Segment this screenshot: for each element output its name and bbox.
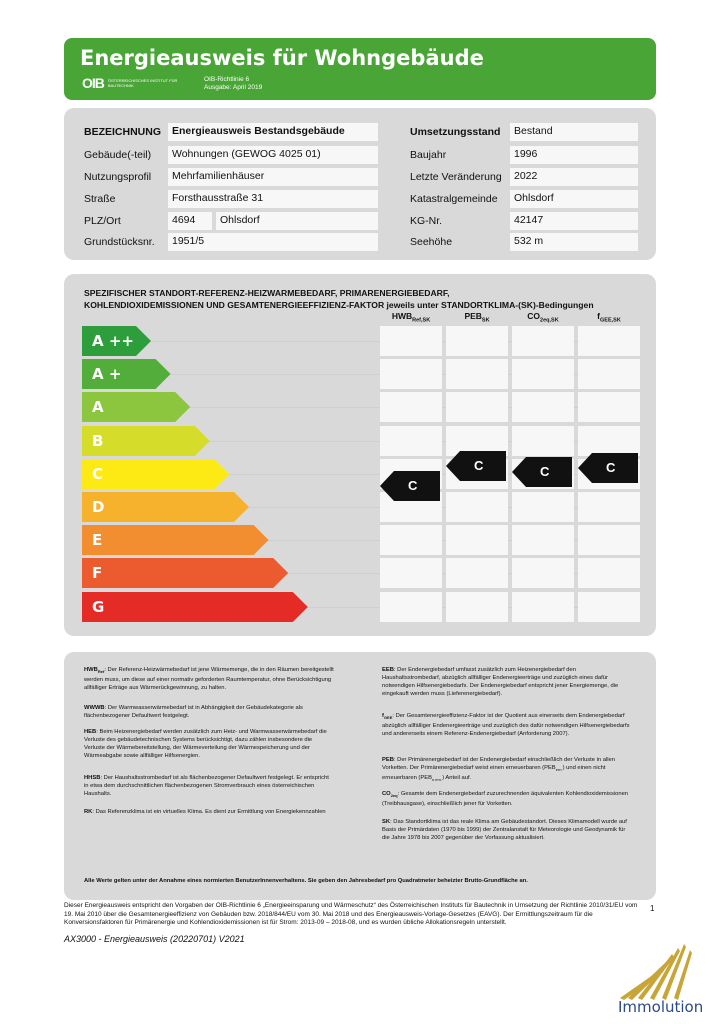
band-label: D (92, 498, 105, 516)
edition-label: Ausgabe: April 2019 (204, 84, 263, 91)
brand-name: Immolution (618, 998, 704, 1016)
strasse-label: Straße (84, 193, 116, 205)
baujahr-value: 1996 (510, 146, 638, 164)
rating-marker-label: C (606, 459, 616, 475)
seehoehe-label: Seehöhe (410, 236, 453, 248)
bezeichnung-label: BEZEICHNUNG (84, 126, 162, 138)
band-label: C (92, 464, 104, 483)
efficiency-scale-panel (64, 274, 656, 636)
rating-cell (578, 326, 640, 356)
column-header-hwb (380, 311, 442, 324)
rating-cell (512, 426, 574, 456)
legend-co2 (382, 790, 632, 808)
co2-term: CO (382, 791, 391, 797)
building-info-panel (64, 108, 656, 260)
rating-cell (380, 359, 442, 389)
umsetzung-label: Umsetzungsstand (410, 126, 501, 138)
guideline-label: OIB-Richtlinie 6 (204, 76, 250, 83)
legend-panel (64, 652, 656, 900)
band-shape (82, 525, 269, 555)
seehoehe-value: 532 m (510, 233, 638, 251)
peb-term: PEB (382, 757, 394, 763)
bezeichnung-value: Energieausweis Bestandsgebäude (168, 123, 378, 141)
eeb-text: : Der Endenergiebedarf umfasst zusätzlich zum Heizenergiebedarf den Haushaltsstrombedarf, abzüglich allfälliger Endenergieerträge und zuzüglich eines dafür notwendigen Hilfsenergiebedarfs. Der Endenergiebedarf entspricht jener Energiemenge, die eingekauft werden muss (Lieferenergiebedarf). (382, 667, 619, 697)
band-label: A + (92, 365, 122, 384)
hhsb-text: : Der Haushaltsstrombedarf ist als flächenbezogener Defaultwert festgelegt. Er entspricht in etwa dem durchschnittlichen flächenbezogenen Stromverbrauch eines österreichischen Haushalts. (84, 775, 329, 797)
kataster-value: Ohlsdorf (510, 190, 638, 208)
column-header-peb (446, 311, 508, 324)
gebaeude-label: Gebäude(-teil) (84, 149, 152, 161)
rating-cell (512, 492, 574, 522)
co2-text: : Gesamte dem Endenergiebedarf zuzurechnenden äquivalenten Kohlendioxidemissionen (Treibhausgase), einschließlich jener für Vorketten. (382, 791, 629, 808)
legend-footer: Alle Werte gelten unter der Annahme eines normierten BenutzerInnenverhaltens. Sie geben den Jahresbedarf pro Quadratmeter beheizter Brutto-Grundfläche an. (84, 878, 528, 884)
letzte-value: 2022 (510, 168, 638, 186)
rating-cell (512, 525, 574, 555)
fgee-text: : Der Gesamtenergieeffizienz-Faktor ist der Quotient aus einerseits dem Endenergiebedarf abzüglich allfälliger Endenergieerträge und zuzüglich des dafür notwendigen Hilfsenergiebedarfs und andererseits einem Referenz-Endenergiebedarf (Anforderung 2007). (382, 713, 630, 738)
oib-mark: OIB (82, 75, 104, 91)
peb-text-end: ) Anteil auf. (442, 775, 472, 782)
sk-term: SK (382, 819, 391, 825)
band-label: A ++ (92, 332, 134, 350)
legend-hwb (84, 666, 334, 692)
rating-cell (512, 326, 574, 356)
form-code: AX3000 - Energieausweis (20220701) V2021 (64, 934, 245, 944)
scale-title-line2: KOHLENDIOXIDEMISSIONEN UND GESAMTENERGIEEFFIZIENZ-FAKTOR jeweils unter STANDORTKLIMA-(SK)-Bedingungen (84, 300, 594, 310)
strasse-value: Forsthausstraße 31 (168, 190, 378, 208)
rating-cell (446, 392, 508, 422)
kg-value: 42147 (510, 212, 638, 230)
hhsb-term: HHSB (84, 775, 101, 781)
rating-cell (578, 359, 640, 389)
rating-marker-label: C (408, 477, 418, 493)
column-header-co2-main: CO (527, 311, 541, 321)
peb-text: : Der Primärenergiebedarf ist der Endenergiebedarf einschließlich der Verluste in allen Vorketten. Der Primärenergiebedarf weist einen erneuerbaren (PEB (382, 757, 615, 771)
heb-text: : Beim Heizenergiebedarf werden zusätzlich zum Heiz- und Warmwasserwärmebedarf die Verluste des gebäudetechnischen Systems berücksichtigt, dazu zählen insbesondere die Verluste der Wärmebereitstellung, der Wärmeverteilung der Wärmespeicherung und der Wärmeabgabe sowie allfälliger Hilfsenergien. (84, 729, 327, 759)
rating-cell (578, 558, 640, 588)
legend-hhsb (84, 774, 334, 798)
column-header-peb-main: PEB (464, 311, 482, 321)
band-shape (82, 492, 249, 522)
rating-cell (380, 426, 442, 456)
rk-text: : Das Referenzklima ist ein virtuelles Klima. Es dient zur Ermittlung von Energiekennzahlen (92, 809, 326, 815)
nutzung-label: Nutzungsprofil (84, 171, 152, 183)
kataster-label: Katastralgemeinde (410, 193, 498, 205)
band-label: A (92, 398, 104, 417)
scale-title-line1: SPEZIFISCHER STANDORT-REFERENZ-HEIZWARMEBEDARF, PRIMARENERGIEBEDARF, (84, 288, 450, 298)
rating-cell (380, 592, 442, 622)
rating-cell (380, 558, 442, 588)
fgee-term-sub: GEE (383, 715, 393, 721)
rating-cell (512, 359, 574, 389)
fgee-term: f (382, 713, 384, 719)
rating-cell (380, 326, 442, 356)
baujahr-label: Baujahr (410, 149, 447, 161)
legal-footnote: Dieser Energieausweis entspricht den Vorgaben der OIB-Richtlinie 6 „Energieeinsparung und Wärmeschutz“ des Österreichischen Instituts für Bautechnik in Umsetzung der Richtlinie 2010/31/EU vom 19. Mai 2010 über die Gesamtenergieeffizienz von Gebäuden bzw. 2018/844/EU vom 30. Mai 2018 und des Energieausweis-Vorlage-Gesetzes (EAVG). Der Ermittlungszeitraum für die Konversionsfaktoren für Primärenergie und Kohlendioxidemissionen ist für Strom: 2013-09 – 2018-08, und es wurden übliche Allokationsregeln unterstellt. (64, 902, 638, 926)
peb-text-mid: ) und einen nicht erneuerbaren (PEB (382, 765, 606, 782)
rating-cell (380, 525, 442, 555)
column-header-peb-sub: SK (481, 317, 490, 324)
peb-sub-ern: ern. (555, 767, 563, 773)
band-label: B (92, 431, 104, 450)
legend-heb (84, 728, 334, 760)
umsetzung-value: Bestand (510, 123, 638, 141)
wwwb-term: WWWB (84, 705, 105, 711)
band-label: F (92, 564, 103, 583)
column-header-co2-sub: 2eq,SK (540, 317, 559, 324)
oib-subtitle: ÖSTERREICHISCHES INSTITUT FÜR BAUTECHNIK (107, 78, 178, 88)
plz-value: 4694 (168, 212, 212, 230)
co2-term-sub: 2eq (390, 793, 398, 799)
grundstueck-value: 1951/5 (168, 233, 378, 251)
letzte-label: Letzte Veränderung (410, 171, 502, 183)
legend-rk (84, 808, 334, 816)
band-arrow-d (82, 492, 250, 522)
nutzung-value: Mehrfamilienhäuser (168, 168, 378, 186)
scale-title (84, 287, 594, 311)
rating-cell (512, 392, 574, 422)
band-arrow-c (82, 459, 230, 489)
gebaeude-value: Wohnungen (GEWOG 4025 01) (168, 146, 378, 164)
rating-cell (446, 326, 508, 356)
band-label: G (92, 597, 105, 616)
wwwb-text: : Der Warmwasserwärmebedarf ist in Abhängigkeit der Gebäudekategorie als flächenbezogener Defaultwert festgelegt. (84, 705, 303, 719)
rating-cell (446, 558, 508, 588)
band-shape (82, 558, 288, 588)
ort-value: Ohlsdorf (216, 212, 378, 230)
kg-label: KG-Nr. (410, 215, 443, 227)
rating-marker-label: C (474, 457, 484, 473)
band-label: E (92, 531, 103, 550)
rating-cell (512, 558, 574, 588)
oib-logo (82, 75, 178, 91)
column-header-hwb-sub: Ref,SK (412, 317, 431, 324)
column-header-co2 (512, 311, 574, 324)
column-header-fgee-main: f (597, 311, 601, 321)
hwb-term: HWB (84, 667, 98, 673)
rating-cell (578, 392, 640, 422)
band-arrow-e (82, 525, 270, 555)
hwb-term-sub: Ref (97, 669, 105, 675)
eeb-term: EEB (382, 667, 394, 673)
rating-cell (578, 492, 640, 522)
rating-cell (446, 492, 508, 522)
band-shape (82, 592, 308, 622)
plz-label: PLZ/Ort (84, 215, 121, 227)
rating-cell (446, 525, 508, 555)
legend-sk (382, 818, 632, 842)
band-shape (82, 459, 229, 489)
column-header-fgee-sub: GEE,SK (600, 317, 621, 324)
rk-term: RK (84, 809, 93, 815)
oib-guideline-info (204, 76, 262, 92)
legend-wwwb (84, 704, 334, 720)
rating-cell (578, 525, 640, 555)
rating-cell (446, 359, 508, 389)
hwb-text: : Der Referenz-Heizwärmebedarf ist jene Wärmemenge, die in den Räumen bereitgestellt werden muss, um diese auf einer normativ geforderten Raumtemperatur, ohne Berücksichtigung allfälliger Erträge aus Wärmerückgewinnung, zu halten. (84, 667, 334, 692)
heb-term: HEB (84, 729, 97, 735)
sk-text: : Das Standortklima ist das reale Klima am Gebäudestandort. Dieses Klimamodell wurde auf Basis der Primärdaten (1970 bis 1999) der Zentralanstalt für Meteorologie und Geodynamik für die Jahre 1978 bis 2007 gegenüber der Vorfassung aktualisiert. (382, 819, 627, 841)
rating-cell (380, 392, 442, 422)
legend-peb (382, 756, 632, 784)
certificate-title: Energieausweis für Wohngebäude (80, 46, 484, 70)
rating-cell (512, 592, 574, 622)
certificate-header (64, 38, 656, 100)
rating-cell (578, 592, 640, 622)
rating-cell (578, 426, 640, 456)
rating-marker-label: C (540, 463, 550, 479)
rating-cell (446, 592, 508, 622)
legend-eeb (382, 666, 632, 698)
column-header-hwb-main: HWB (391, 311, 413, 321)
band-arrow-g (82, 592, 309, 622)
column-header-fgee (578, 311, 640, 324)
band-arrow-f (82, 558, 289, 588)
page-number: 1 (650, 904, 655, 913)
peb-sub-nern: n.ern. (431, 777, 443, 783)
grundstueck-label: Grundstücksnr. (84, 236, 155, 248)
legend-fgee (382, 712, 632, 738)
